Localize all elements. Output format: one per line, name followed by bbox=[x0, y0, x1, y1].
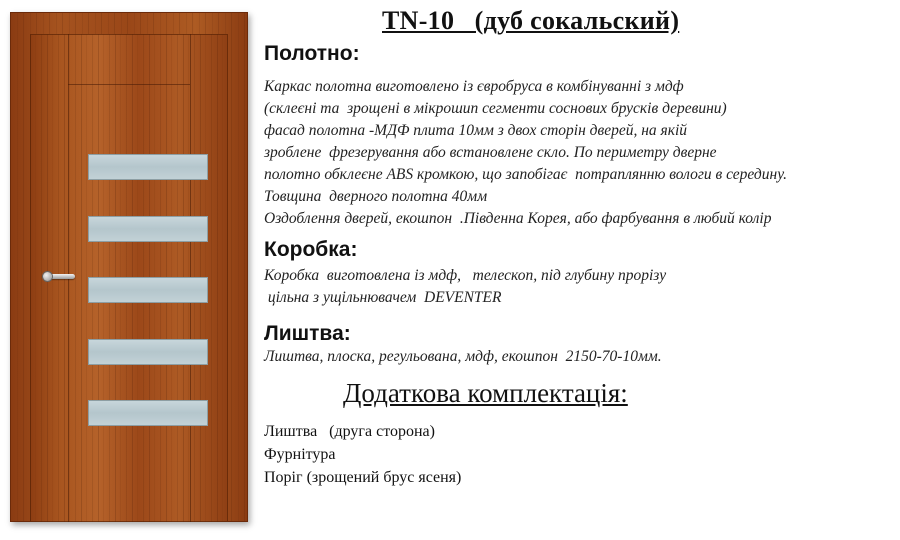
glass-panel bbox=[88, 400, 208, 426]
section-heading-frame: Коробка: bbox=[264, 238, 358, 261]
list-item: Фурнітура bbox=[264, 446, 336, 463]
door-handle-rose-icon bbox=[43, 272, 52, 281]
list-item: Лиштва (друга сторона) bbox=[264, 423, 435, 440]
text-line: полотно обклеєне ABS кромкою, що запобігає потраплянню вологи в середину. bbox=[264, 166, 787, 183]
text-line: фасад полотна -МДФ плита 10мм з двох сторін дверей, на якій bbox=[264, 122, 688, 139]
text-line: Лиштва, плоска, регульована, мдф, екошпон 2150-70-10мм. bbox=[264, 348, 662, 365]
text-line: Коробка виготовлена із мдф, телескоп, під глубину прорізу bbox=[264, 267, 667, 284]
text-line: Товщина дверного полотна 40мм bbox=[264, 188, 488, 205]
list-item: Поріг (зрощений брус ясеня) bbox=[264, 469, 462, 486]
text-line: Оздоблення дверей, екошпон .Південна Корея, або фарбування в любий колір bbox=[264, 210, 772, 227]
section-text-trim bbox=[264, 346, 662, 368]
glass-panel bbox=[88, 216, 208, 242]
door-image bbox=[10, 12, 250, 524]
glass-panel bbox=[88, 277, 208, 303]
glass-panel bbox=[88, 154, 208, 180]
text-line: зроблене фрезерування або встановлене скло. По периметру дверне bbox=[264, 144, 717, 161]
section-heading-trim: Лиштва: bbox=[264, 322, 351, 345]
section-text-leaf bbox=[264, 76, 787, 230]
extras-title: Додаткова комплектація: bbox=[343, 378, 628, 408]
text-line: Каркас полотна виготовлено із євробруса в комбінуванні з мдф bbox=[264, 78, 684, 95]
glass-panel bbox=[88, 339, 208, 365]
page-title: TN-10 (дуб сокальский) bbox=[382, 6, 680, 35]
leaf-rail-line bbox=[68, 84, 190, 85]
section-heading-leaf: Полотно: bbox=[264, 42, 360, 65]
extras-list bbox=[264, 420, 461, 489]
text-line: цільна з ущільнювачем DEVENTER bbox=[264, 289, 502, 306]
section-text-frame bbox=[264, 265, 666, 309]
text-line: (склеєні та зрощені в мікрошип сегменти соснових брусків деревини) bbox=[264, 100, 727, 117]
